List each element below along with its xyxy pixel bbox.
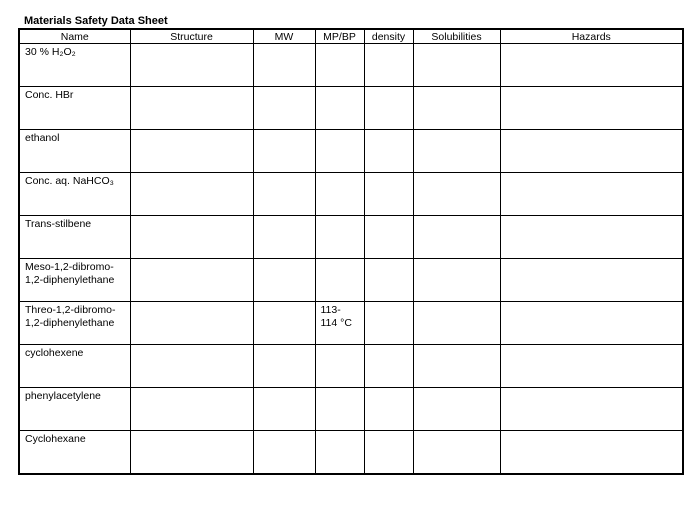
hazards-cell[interactable]	[500, 173, 683, 216]
name-cell-text: ethanol	[25, 132, 60, 144]
name-cell-text: Conc. HBr	[25, 89, 74, 101]
structure-cell[interactable]	[130, 259, 253, 302]
name-cell-text: Trans-stilbene	[25, 218, 92, 230]
column-header-structure: Structure	[130, 29, 253, 44]
hazards-cell-text	[501, 302, 683, 304]
density-cell-text	[365, 345, 413, 347]
hazards-cell-text	[501, 388, 683, 390]
solubilities-cell[interactable]	[413, 302, 500, 345]
column-header-mp-bp: MP/BP	[315, 29, 364, 44]
hazards-cell-text	[501, 345, 683, 347]
solubilities-cell-text	[414, 302, 500, 304]
table-row	[19, 87, 683, 130]
mw-cell[interactable]	[253, 44, 315, 87]
mw-cell-text	[254, 302, 315, 304]
name-cell-text: cyclohexene	[25, 347, 84, 359]
mp-bp-cell[interactable]	[315, 259, 364, 302]
structure-cell-text	[131, 130, 253, 132]
hazards-cell[interactable]	[500, 259, 683, 302]
hazards-cell-text	[501, 44, 683, 46]
density-cell[interactable]	[364, 173, 413, 216]
name-cell[interactable]	[19, 130, 130, 173]
structure-cell[interactable]	[130, 345, 253, 388]
density-cell-text	[365, 44, 413, 46]
hazards-cell[interactable]	[500, 345, 683, 388]
mp-bp-cell-text	[316, 130, 364, 132]
structure-cell-text	[131, 216, 253, 218]
header-row	[19, 29, 683, 44]
solubilities-cell-text	[414, 431, 500, 433]
structure-cell[interactable]	[130, 44, 253, 87]
name-cell-text: Meso-1,2-dibromo- 1,2-diphenylethane	[25, 261, 115, 286]
hazards-cell[interactable]	[500, 44, 683, 87]
structure-cell-text	[131, 345, 253, 347]
density-cell-text	[365, 173, 413, 175]
mp-bp-cell[interactable]	[315, 87, 364, 130]
hazards-cell-text	[501, 431, 683, 433]
msds-table	[18, 28, 684, 475]
table-row	[19, 345, 683, 388]
density-cell[interactable]	[364, 216, 413, 259]
table-row	[19, 173, 683, 216]
mw-cell-text	[254, 259, 315, 261]
name-cell[interactable]	[19, 302, 130, 345]
name-cell-text: Conc. aq. NaHCO₃	[25, 175, 114, 187]
mw-cell-text	[254, 388, 315, 390]
mp-bp-cell-text	[316, 216, 364, 218]
density-cell[interactable]	[364, 44, 413, 87]
mw-cell[interactable]	[253, 302, 315, 345]
density-cell[interactable]	[364, 431, 413, 475]
mp-bp-cell[interactable]	[315, 431, 364, 475]
name-cell[interactable]	[19, 259, 130, 302]
name-cell[interactable]	[19, 431, 130, 475]
solubilities-cell-text	[414, 87, 500, 89]
structure-cell-text	[131, 388, 253, 390]
hazards-cell[interactable]	[500, 216, 683, 259]
hazards-cell-text	[501, 216, 683, 218]
structure-cell-text	[131, 44, 253, 46]
mp-bp-cell[interactable]	[315, 44, 364, 87]
solubilities-cell-text	[414, 388, 500, 390]
hazards-cell[interactable]	[500, 431, 683, 475]
mp-bp-cell[interactable]	[315, 388, 364, 431]
name-cell[interactable]	[19, 345, 130, 388]
name-cell[interactable]	[19, 216, 130, 259]
mw-cell[interactable]	[253, 431, 315, 475]
mp-bp-cell-text	[316, 345, 364, 347]
mw-cell-text	[254, 345, 315, 347]
mw-cell[interactable]	[253, 87, 315, 130]
hazards-cell[interactable]	[500, 130, 683, 173]
structure-cell-text	[131, 173, 253, 175]
hazards-cell[interactable]	[500, 87, 683, 130]
mp-bp-cell-text: 113- 114 °C	[320, 304, 352, 329]
density-cell[interactable]	[364, 345, 413, 388]
mp-bp-cell[interactable]	[315, 216, 364, 259]
structure-cell-text	[131, 302, 253, 304]
mp-bp-cell-text	[316, 44, 364, 46]
structure-cell-text	[131, 259, 253, 261]
mp-bp-cell[interactable]	[315, 345, 364, 388]
structure-cell[interactable]	[130, 431, 253, 475]
solubilities-cell[interactable]	[413, 345, 500, 388]
mw-cell-text	[254, 130, 315, 132]
hazards-cell-text	[501, 259, 683, 261]
table-row	[19, 130, 683, 173]
mp-bp-cell[interactable]	[315, 130, 364, 173]
mw-cell-text	[254, 216, 315, 218]
name-cell[interactable]	[19, 388, 130, 431]
solubilities-cell-text	[414, 259, 500, 261]
table-row	[19, 259, 683, 302]
density-cell[interactable]	[364, 87, 413, 130]
density-cell-text	[365, 388, 413, 390]
name-cell-text: phenylacetylene	[25, 390, 101, 402]
table-row	[19, 302, 683, 345]
hazards-cell[interactable]	[500, 388, 683, 431]
column-header-mw: MW	[253, 29, 315, 44]
solubilities-cell[interactable]	[413, 259, 500, 302]
density-cell[interactable]	[364, 388, 413, 431]
mw-cell-text	[254, 44, 315, 46]
solubilities-cell-text	[414, 345, 500, 347]
table-row	[19, 431, 683, 475]
density-cell[interactable]	[364, 259, 413, 302]
table-row	[19, 388, 683, 431]
structure-cell-text	[131, 431, 253, 433]
hazards-cell-text	[501, 130, 683, 132]
solubilities-cell-text	[414, 44, 500, 46]
solubilities-cell[interactable]	[413, 216, 500, 259]
name-cell-text: 30 % H₂O₂	[25, 46, 76, 58]
table-row	[19, 216, 683, 259]
mw-cell[interactable]	[253, 388, 315, 431]
hazards-cell[interactable]	[500, 302, 683, 345]
solubilities-cell-text	[414, 216, 500, 218]
density-cell-text	[365, 130, 413, 132]
solubilities-cell-text	[414, 130, 500, 132]
structure-cell[interactable]	[130, 130, 253, 173]
mp-bp-cell-text	[316, 431, 364, 433]
structure-cell[interactable]	[130, 173, 253, 216]
structure-cell[interactable]	[130, 216, 253, 259]
column-header-solubilities: Solubilities	[413, 29, 500, 44]
sheet-title: Materials Safety Data Sheet	[24, 15, 168, 27]
hazards-cell-text	[501, 173, 683, 175]
density-cell[interactable]	[364, 302, 413, 345]
solubilities-cell[interactable]	[413, 87, 500, 130]
solubilities-cell-text	[414, 173, 500, 175]
solubilities-cell[interactable]	[413, 388, 500, 431]
name-cell[interactable]	[19, 44, 130, 87]
name-cell[interactable]	[19, 87, 130, 130]
table-row	[19, 44, 683, 87]
density-cell-text	[365, 259, 413, 261]
mp-bp-cell-text	[316, 388, 364, 390]
density-cell-text	[365, 431, 413, 433]
density-cell-text	[365, 87, 413, 89]
column-header-hazards: Hazards	[500, 29, 683, 44]
hazards-cell-text	[501, 87, 683, 89]
solubilities-cell[interactable]	[413, 431, 500, 475]
column-header-name: Name	[19, 29, 130, 44]
mw-cell[interactable]	[253, 173, 315, 216]
mp-bp-cell[interactable]	[315, 302, 364, 345]
name-cell[interactable]	[19, 173, 130, 216]
structure-cell[interactable]	[130, 87, 253, 130]
density-cell-text	[365, 302, 413, 304]
mw-cell[interactable]	[253, 216, 315, 259]
mw-cell[interactable]	[253, 130, 315, 173]
mp-bp-cell-text	[316, 87, 364, 89]
mw-cell[interactable]	[253, 345, 315, 388]
density-cell[interactable]	[364, 130, 413, 173]
mp-bp-cell-text	[316, 259, 364, 261]
mw-cell-text	[254, 87, 315, 89]
solubilities-cell[interactable]	[413, 130, 500, 173]
solubilities-cell[interactable]	[413, 173, 500, 216]
structure-cell[interactable]	[130, 388, 253, 431]
mw-cell[interactable]	[253, 259, 315, 302]
name-cell-text: Cyclohexane	[25, 433, 86, 445]
column-header-density: density	[364, 29, 413, 44]
name-cell-text: Threo-1,2-dibromo- 1,2-diphenylethane	[25, 304, 116, 329]
mp-bp-cell-text	[316, 173, 364, 175]
solubilities-cell[interactable]	[413, 44, 500, 87]
mp-bp-cell[interactable]	[315, 173, 364, 216]
structure-cell-text	[131, 87, 253, 89]
mw-cell-text	[254, 173, 315, 175]
density-cell-text	[365, 216, 413, 218]
structure-cell[interactable]	[130, 302, 253, 345]
mw-cell-text	[254, 431, 315, 433]
